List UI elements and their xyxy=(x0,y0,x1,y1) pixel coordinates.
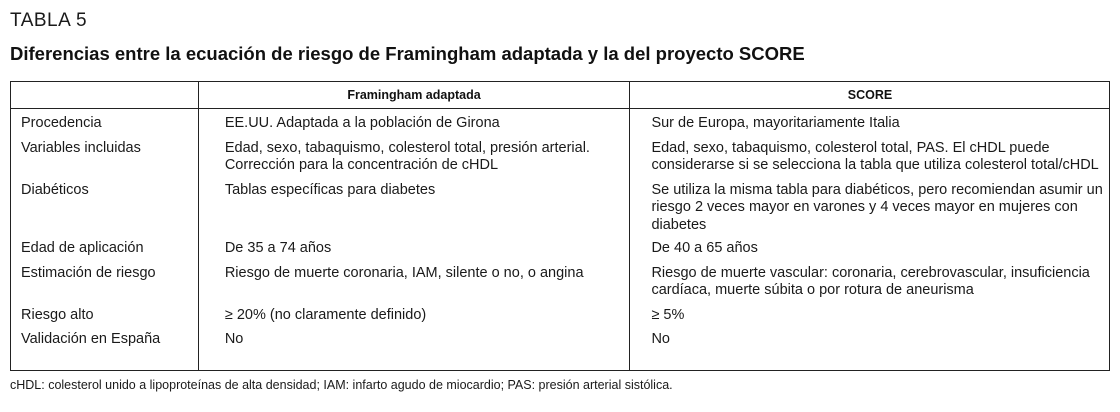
table-row xyxy=(11,182,1109,235)
table-row xyxy=(11,115,1109,133)
row-label: Diabéticos xyxy=(21,181,89,198)
framingham-value: Tablas específicas para diabetes xyxy=(224,181,436,198)
score-value: De 40 a 65 años xyxy=(651,240,758,256)
score-value: Se utiliza la misma tabla para diabéticos, pero recomiendan asumir un riesgo 2 veces mayor en varones y 4 veces mayor en mujeres con diabetes xyxy=(651,181,1103,233)
table-row xyxy=(11,140,1109,175)
comparison-table xyxy=(10,81,1110,371)
table-header-row xyxy=(11,82,1109,109)
score-value: Sur de Europa, mayoritariamente Italia xyxy=(651,115,900,131)
row-label: Estimación de riesgo xyxy=(21,264,156,281)
framingham-value: Riesgo de muerte coronaria, IAM, silente o no, o angina xyxy=(224,264,584,281)
framingham-value: Edad, sexo, tabaquismo, colesterol total, presión arterial. Corrección para la concentración de cHDL xyxy=(224,139,590,173)
score-value: Riesgo de muerte vascular: coronaria, cerebrovascular, insuficiencia cardíaca, muerte súbita o por rotura de aneurisma xyxy=(651,264,1090,298)
table-title: Diferencias entre la ecuación de riesgo de Framingham adaptada y la del proyecto SCORE xyxy=(10,43,805,64)
row-label: Validación en España xyxy=(21,331,161,347)
framingham-value: De 35 a 74 años xyxy=(224,240,332,256)
row-label: Riesgo alto xyxy=(21,306,94,323)
framingham-value: ≥ 20% (no claramente definido) xyxy=(224,306,427,323)
table-footnote: cHDL: colesterol unido a lipoproteínas de alta densidad; IAM: infarto agudo de miocardio; PAS: presión arterial sistólica. xyxy=(10,378,673,392)
table-row xyxy=(11,265,1109,300)
row-label: Edad de aplicación xyxy=(21,240,144,256)
row-label: Variables incluidas xyxy=(21,139,141,156)
table-row xyxy=(11,307,1109,325)
score-value: ≥ 5% xyxy=(651,306,685,323)
score-value: No xyxy=(651,331,670,347)
table-row xyxy=(11,240,1109,258)
framingham-value: EE.UU. Adaptada a la población de Girona xyxy=(224,115,500,131)
score-value: Edad, sexo, tabaquismo, colesterol total, PAS. El cHDL puede considerarse si se selecciona la tabla que utiliza colesterol total/cHDL xyxy=(651,139,1099,173)
column-header-score: SCORE xyxy=(847,88,893,102)
row-label: Procedencia xyxy=(21,115,102,131)
table-body xyxy=(11,115,1109,349)
table-label: TABLA 5 xyxy=(10,10,88,31)
table-row xyxy=(11,331,1109,349)
framingham-value: No xyxy=(224,331,244,347)
column-header-framingham: Framingham adaptada xyxy=(347,88,481,102)
